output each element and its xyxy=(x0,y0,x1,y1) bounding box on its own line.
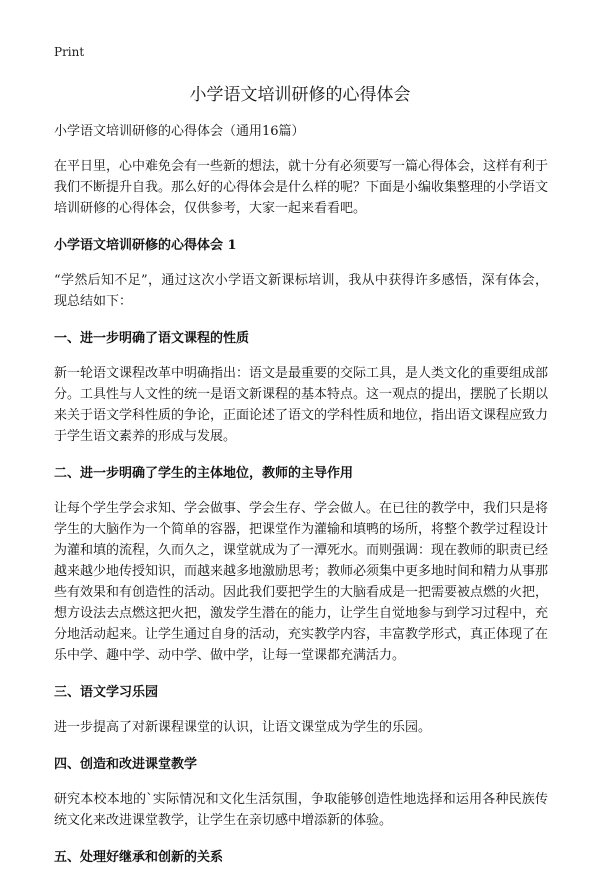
page-title: 小学语文培训研修的心得体会 xyxy=(189,85,411,105)
section-heading: 二、进一步明确了学生的主体地位，教师的主导作用 xyxy=(54,466,354,481)
section-paragraph: 新一轮语文课程改革中明确指出：语文是最重要的交际工具，是人类文化的重要组成部分。工具性与人文性的统一是语文新课程的基本特点。这一观点的提出，摆脱了长期以来关于语文学科性质的争论，正面论述了语文的学科性质和地位，指出语文课程应致力于学生语文素养的形成与发展。 xyxy=(54,366,549,444)
section-paragraph: 进一步提高了对新课程课堂的认识，让语文课堂成为学生的乐园。 xyxy=(54,720,432,735)
section-paragraph: 让每个学生学会求知、学会做事、学会生存、学会做人。在已往的教学中，我们只是将学生的大脑作为一个简单的容器，把课堂作为灌输和填鸭的场所，将整个教学过程设计为灌和填的流程，久而久之，课堂就成为了一潭死水。而则强调：现在教师的职责已经越来越少地传授知识，而越来越多地激励思考；教师必须集中更多地时间和精力从事那些有效果和有创造性的活动。因此我们要把学生的大脑看成是一把需要被点燃的火把，想方设法去点燃这把火把，激发学生潜在的能力，让学生自觉地参与到学习过程中，充分地活动起来。让学生通过自身的活动，充实教学内容，丰富教学形式，真正体现了在乐中学、趣中学、动中学、做中学，让每一堂课都充满活力。 xyxy=(54,501,549,663)
intro-paragraph: 在平日里，心中难免会有一些新的想法，就十分有必须要写一篇心得体会，这样有利于我们不断提升自我。那么好的心得体会是什么样的呢？下面是小编收集整理的小学语文培训研修的心得体会，仅供参考，大家一起来看看吧。 xyxy=(54,159,549,216)
opening-paragraph: “学然后知不足”，通过这次小学语文新课标培训，我从中获得许多感悟，深有体会，现总结如下： xyxy=(54,273,548,309)
section-heading: 三、语文学习乐园 xyxy=(54,685,159,700)
section-heading: 一、进一步明确了语文课程的性质 xyxy=(54,331,250,346)
print-link[interactable]: Print xyxy=(54,45,85,59)
section-heading: 四、创造和改进课堂教学 xyxy=(54,757,198,772)
document-subtitle: 小学语文培训研修的心得体会（通用16篇） xyxy=(54,124,305,139)
article-heading: 小学语文培训研修的心得体会 1 xyxy=(54,238,237,253)
section-heading: 五、处理好继承和创新的关系 xyxy=(54,850,224,865)
section-paragraph: 研究本校本地的`实际情况和文化生活氛围，争取能够创造性地选择和运用各种民族传统文化来改进课堂教学，让学生在亲切感中增添新的体验。 xyxy=(54,792,548,828)
article-body xyxy=(54,121,548,882)
